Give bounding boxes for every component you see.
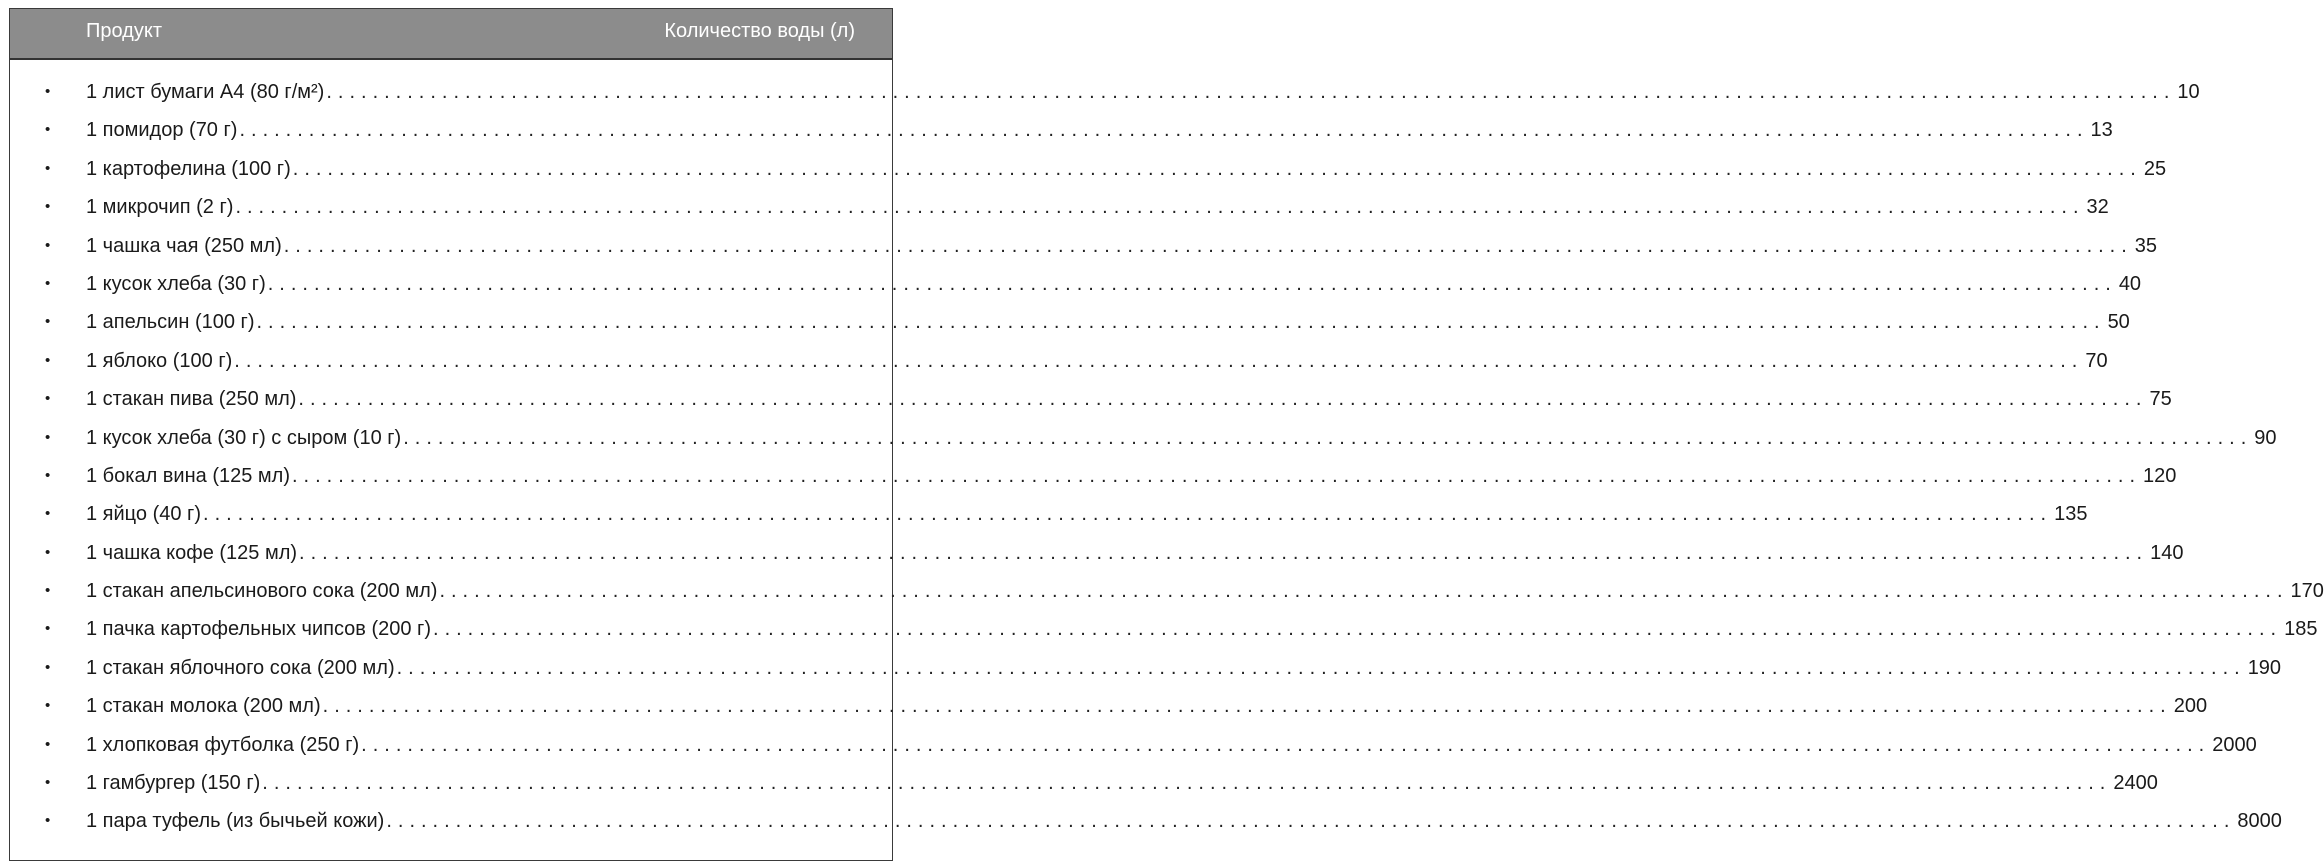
product-name: 1 чашка кофе (125 мл) — [86, 541, 298, 564]
water-amount-value: 140 — [2150, 541, 2184, 564]
list-item-line — [86, 150, 2167, 188]
dot-leader: ................................................................................................................................................................ — [298, 388, 2148, 411]
product-name: 1 чашка чая (250 мл) — [86, 234, 282, 257]
list-item — [10, 188, 2109, 226]
list-item-line — [86, 342, 2108, 380]
list-item — [10, 111, 2113, 149]
list-item-line — [86, 726, 2257, 764]
water-amount-value: 25 — [2143, 157, 2167, 180]
list-item-line — [86, 802, 2282, 840]
product-name: 1 бокал вина (125 мл) — [86, 464, 290, 487]
list-item — [10, 303, 2130, 341]
water-amount-value: 13 — [2090, 119, 2113, 142]
water-amount-value: 70 — [2085, 349, 2108, 372]
dot-leader: ................................................................................................................................................................ — [235, 196, 2085, 219]
bullet-marker: • — [45, 582, 51, 600]
list-item — [10, 73, 2200, 111]
water-amount-value: 8000 — [2237, 810, 2282, 833]
water-amount-value: 170 — [2290, 580, 2324, 603]
column-header-water-amount: Количество воды (л) — [664, 20, 855, 42]
bullet-marker: • — [45, 121, 51, 139]
list-item — [10, 534, 2184, 572]
dot-leader: ................................................................................................................................................................ — [262, 772, 2112, 795]
product-name: 1 стакан яблочного сока (200 мл) — [86, 656, 395, 679]
table-header — [10, 9, 892, 60]
product-name: 1 стакан пива (250 мл) — [86, 388, 297, 411]
water-amount-value: 10 — [2177, 81, 2200, 103]
list-item-line — [86, 764, 2158, 802]
product-name: 1 хлопковая футболка (250 г) — [86, 733, 360, 756]
bullet-marker: • — [45, 543, 51, 561]
bullet-marker: • — [45, 735, 51, 753]
list-item — [10, 227, 2158, 265]
column-header-product: Продукт — [86, 20, 162, 42]
water-amount-value: 190 — [2247, 656, 2282, 679]
list-item-line — [86, 649, 2282, 687]
list-item — [10, 457, 2177, 495]
list-item-line — [86, 419, 2277, 457]
dot-leader: ................................................................................................................................................................ — [239, 119, 2089, 142]
list-item — [10, 342, 2108, 380]
list-item — [10, 726, 2257, 764]
list-item-line — [86, 380, 2172, 418]
bullet-marker: • — [45, 428, 51, 446]
product-name: 1 помидор (70 г) — [86, 119, 238, 142]
dot-leader: ................................................................................................................................................................ — [234, 349, 2084, 372]
list-item-line — [86, 227, 2158, 265]
list-item — [10, 380, 2172, 418]
product-name: 1 стакан апельсинового сока (200 мл) — [86, 580, 438, 603]
dot-leader: ................................................................................................................................................................ — [283, 234, 2133, 257]
list-item — [10, 649, 2282, 687]
list-item-line — [86, 495, 2088, 533]
product-name: 1 кусок хлеба (30 г) с сыром (10 г) — [86, 426, 402, 449]
product-name: 1 яблоко (100 г) — [86, 349, 233, 372]
water-amount-value: 2400 — [2113, 772, 2158, 795]
bullet-marker: • — [45, 466, 51, 484]
list-item-line — [86, 457, 2177, 495]
dot-leader: ................................................................................................................................................................ — [433, 618, 2283, 641]
water-amount-value: 185 — [2284, 618, 2318, 641]
list-item — [10, 687, 2208, 725]
bullet-marker: • — [45, 505, 51, 523]
bullet-marker: • — [45, 812, 51, 830]
water-amount-value: 35 — [2134, 234, 2158, 257]
bullet-marker: • — [45, 351, 51, 369]
dot-leader: ................................................................................................................................................................ — [322, 695, 2172, 718]
list-item-line — [86, 610, 2318, 648]
bullet-marker: • — [45, 274, 51, 292]
bullet-marker: • — [45, 83, 51, 100]
product-name: 1 микрочип (2 г) — [86, 196, 234, 219]
bullet-marker: • — [45, 390, 51, 408]
bullet-marker: • — [45, 697, 51, 715]
product-name: 1 лист бумаги А4 (80 г/м²) — [86, 81, 325, 103]
list-item-line — [86, 534, 2184, 572]
dot-leader: ................................................................................................................................................................ — [361, 733, 2211, 756]
product-name: 1 яйцо (40 г) — [86, 503, 202, 526]
list-item — [10, 495, 2088, 533]
product-name: 1 пачка картофельных чипсов (200 г) — [86, 618, 432, 641]
bullet-marker: • — [45, 658, 51, 676]
dot-leader: ................................................................................................................................................................ — [203, 503, 2053, 526]
bullet-marker: • — [45, 236, 51, 254]
dot-leader: ................................................................................................................................................................ — [292, 157, 2142, 180]
dot-leader: ................................................................................................................................................................ — [386, 810, 2236, 833]
product-name: 1 стакан молока (200 мл) — [86, 695, 321, 718]
list-item-line — [86, 303, 2130, 341]
product-list — [10, 73, 2324, 841]
list-item-line — [86, 572, 2324, 610]
list-item — [10, 265, 2142, 303]
water-footprint-table — [9, 8, 2324, 861]
water-amount-value: 75 — [2149, 388, 2172, 411]
product-name: 1 пара туфель (из бычьей кожи) — [86, 810, 385, 833]
dot-leader: ................................................................................................................................................................ — [439, 580, 2289, 603]
list-item-line — [86, 265, 2142, 303]
water-amount-value: 120 — [2143, 464, 2177, 487]
water-amount-value: 200 — [2173, 695, 2208, 718]
water-amount-value: 135 — [2054, 503, 2088, 526]
list-item — [10, 764, 2158, 802]
bullet-marker: • — [45, 620, 51, 638]
list-item — [10, 572, 2324, 610]
product-name: 1 кусок хлеба (30 г) — [86, 272, 266, 295]
dot-leader: ................................................................................................................................................................ — [326, 81, 2176, 103]
list-item-line — [86, 111, 2113, 149]
dot-leader: ................................................................................................................................................................ — [403, 426, 2253, 449]
dot-leader: ................................................................................................................................................................ — [396, 656, 2246, 679]
list-item — [10, 610, 2318, 648]
water-amount-value: 50 — [2107, 311, 2130, 334]
list-item-line — [86, 687, 2208, 725]
list-item-line — [86, 73, 2200, 111]
list-item-line — [86, 188, 2109, 226]
dot-leader: ................................................................................................................................................................ — [299, 541, 2149, 564]
list-item — [10, 150, 2167, 188]
bullet-marker: • — [45, 159, 51, 177]
water-amount-value: 90 — [2254, 426, 2277, 449]
list-item — [10, 419, 2277, 457]
water-amount-value: 32 — [2086, 196, 2109, 219]
dot-leader: ................................................................................................................................................................ — [267, 272, 2117, 295]
bullet-marker: • — [45, 313, 51, 331]
dot-leader: ................................................................................................................................................................ — [256, 311, 2106, 334]
bullet-marker: • — [45, 774, 51, 792]
product-name: 1 гамбургер (150 г) — [86, 772, 261, 795]
bullet-marker: • — [45, 198, 51, 216]
dot-leader: ................................................................................................................................................................ — [291, 464, 2142, 487]
water-amount-value: 40 — [2118, 272, 2142, 295]
product-name: 1 апельсин (100 г) — [86, 311, 255, 334]
list-item — [10, 802, 2282, 840]
product-name: 1 картофелина (100 г) — [86, 157, 291, 180]
water-amount-value: 2000 — [2212, 733, 2257, 756]
